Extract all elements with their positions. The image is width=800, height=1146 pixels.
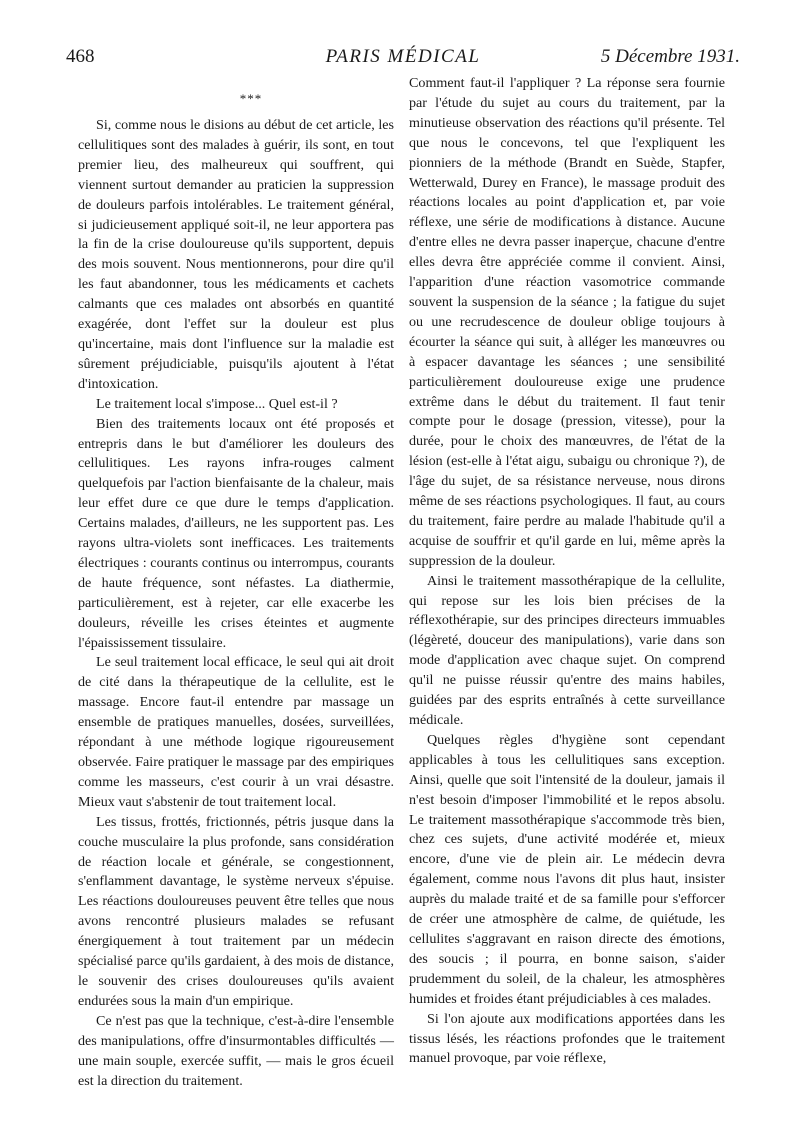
paragraph: Quelques règles d'hygiène sont cependant applicables à tous les cellulitiques sans exception. Ainsi, quelle que soit l'intensité de la douleur, jamais il n'est besoin d'imposer l'immobilité et le repos absolu. Le traitement massothérapique s'accommode très bien, chez ces sujets, d'une activité modérée et, mieux encore, d'une vie de plein air. Le médecin devra également, comme nous l'avons dit plus haut, insister auprès du malade traité et de sa famille pour s'efforcer de créer une atmosphère de calme, de quiétude, les cellulites s'aggravant en raison directe des émotions, des soucis ; il pourra, en bonne saison, s'aider prudemment du soleil, de la chaleur, les atmosphères humides et froides étant préjudiciables à ces malades.	[409, 731, 725, 1007]
left-column	[78, 92, 394, 1091]
page-number: 468	[66, 46, 95, 67]
issue-date: 5 Décembre 1931.	[600, 46, 740, 67]
paragraph: Le seul traitement local efficace, le seul qui ait droit de cité dans la thérapeutique de la cellulite, est le massage. Encore faut-il entendre par massage un ensemble de pratiques manuelles, dosées, surveillées, répondant à une méthode logique rigoureusement observée. Faire pratiquer le massage par des empiriques comme les masseurs, c'est courir à un vrai désastre. Mieux vaut s'abstenir de tout traitement local.	[78, 654, 394, 810]
section-ornament: ***	[239, 91, 263, 106]
paragraph: Si, comme nous le disions au début de cet article, les cellulitiques sont des malades à guérir, ils sont, en tout premier lieu, des malheureux qui souffrent, qui viennent surtout demander au praticien la suppression de douleurs parfois intolérables. Le traitement général, si judicieusement appliqué soit-il, ne leur apportera pas la fin de la crise douloureuse qu'ils supportent, depuis des mois souvent. Nous mentionnerons, pour dire qu'il les faut abandonner, tous les médicaments et cachets calmants que ces malades ont absorbés en quantité exagérée, dont l'effet sur la douleur est plus qu'incertaine, mais dont l'influence sur la maladie est sûrement préjudiciable, puisqu'ils ajoutent à l'état d'intoxication.	[78, 117, 394, 392]
journal-title: PARIS MÉDICAL	[325, 46, 481, 67]
paragraph: Ce n'est pas que la technique, c'est-à-dire l'ensemble des manipulations, offre d'insurmontables difficultés — une main souple, exercée suffit, — mais le gros écueil est la direction du traitement.	[78, 1012, 394, 1089]
paragraph: Ainsi le traitement massothérapique de la cellulite, qui repose sur les lois bien précises de la réflexothérapie, sur des principes directeurs immuables (légèreté, douceur des manipulations), varie dans son mode d'application avec chaque sujet. On comprend qu'il ne puisse réussir qu'entre des mains habiles, guidées par des esprits entraînés à cette surveillance médicale.	[409, 572, 725, 728]
paragraph: Le traitement local s'impose... Quel est-il ?	[96, 395, 338, 412]
paragraph: Si l'on ajoute aux modifications apportées dans les tissus lésés, les réactions profondes que le traitement manuel provoque, par voie réflexe,	[409, 1010, 725, 1067]
right-column	[409, 74, 725, 1069]
paragraph: Bien des traitements locaux ont été proposés et entrepris dans le but d'améliorer les douleurs des cellulitiques. Les rayons infra-rouges calment quelquefois par l'action bienfaisante de la chaleur, mais leur effet dure ce que dure le temps d'application. Certains malades, d'ailleurs, ne les supportent pas. Les rayons ultra-violets sont inefficaces. Les traitements électriques : courants continus ou interrompus, courants de haute fréquence, sont néfastes. La diathermie, particulièrement, est à rejeter, car elle exacerbe les douleurs, réveille les crises éteintes et augmente l'épaississement tissulaire.	[78, 415, 394, 651]
page-header	[66, 46, 740, 70]
paragraph: Les tissus, frottés, frictionnés, pétris jusque dans la couche musculaire la plus profonde, sans considération de réaction locale et générale, se congestionnent, s'enflamment davantage, le système nerveux s'épuise. Les réactions douloureuses peuvent être telles que nous avons rencontré plusieurs malades se refusant énergiquement à tout traitement par un médecin spécialisé parce qu'ils gardaient, à des mois de distance, le souvenir des crises douloureuses qu'ils avaient endurées sous la main d'un empirique.	[78, 813, 394, 1009]
paragraph: Comment faut-il l'appliquer ? La réponse sera fournie par l'étude du sujet au cours du traitement, par la minutieuse observation des réactions qu'il présente. Tel que nous le concevons, tel que l'expliquent les pionniers de la méthode (Brandt en Suède, Stapfer, Wetterwald, Durey en France), le massage produit des réactions locales au point d'application et, par voie réflexe, une série de modifications à distance. Aucune d'entre elles ne devra passer inaperçue, chacune d'entre elles devra être appréciée comme il convient. Ainsi, l'apparition d'une réaction vasomotrice commande souvent la suspension de la séance ; la fatigue du sujet ou une recrudescence de douleur oblige toujours à écourter la séance qui suit, à alléger les manœuvres ou à espacer davantage les séances ; une sensibilité particulièrement douloureuse exige une prudence extrême dans le début du traitement. Il faut tenir compte pour le dosage (pression, vitesse), pour la durée, pour le choix des manœuvres, de l'état de la lésion (est-elle à l'état aigu, subaigu ou chronique ?), de l'âge du sujet, de sa résistance nerveuse, nous dirons même de ses réactions psychologiques. Il faut, au cours du traitement, faire perdre au malade l'habitude qu'il a acquise de souffrir et qu'il garde en lui, même après la suppression de la douleur.	[409, 75, 725, 569]
